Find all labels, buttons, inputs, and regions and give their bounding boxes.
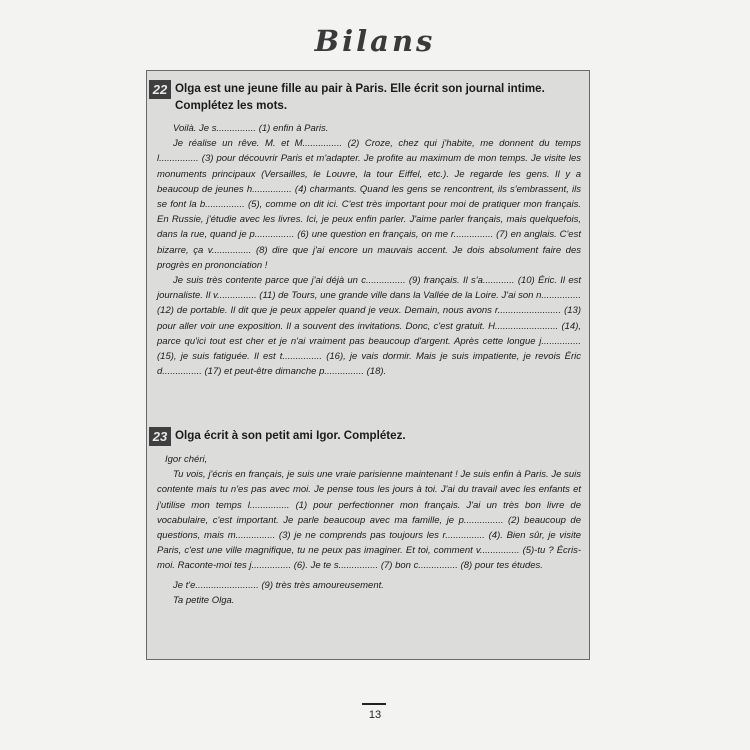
exercise-22-instruction: Olga est une jeune fille au pair à Paris. Elle écrit son journal intime. Complétez les mots. bbox=[175, 82, 545, 112]
footer-rule bbox=[362, 703, 386, 705]
letter-greeting: Igor chéri, bbox=[165, 454, 208, 465]
page-title: Bilans bbox=[314, 24, 436, 58]
exercise-23-instruction: Olga écrit à son petit ami Igor. Complétez. bbox=[175, 429, 406, 442]
exercise-23-body bbox=[147, 452, 589, 608]
exercise-22-header bbox=[147, 80, 589, 114]
exercise-23-header bbox=[147, 427, 589, 444]
exercise-panel bbox=[146, 70, 590, 660]
page-number: 13 bbox=[368, 709, 382, 721]
exercise-23-paragraph: Tu vois, j'écris en français, je suis une vraie parisienne maintenant ! Je suis enfin à Paris. Je suis contente mais tu n'es pas avec moi. Je pense tous les jours à toi. J'ai du travail avec les enfants et j'utilise mon temps l............... (1) pour perfectionner mon français. J'ai un très bon livre de vocabulaire, c'est important. Je parle beaucoup avec ma famille, je p............... (2) beaucoup de questions, mais m............... (3) je ne comprends pas toujours les r............... (4). Bien sûr, je visite Paris, c'est une ville magnifique, tu ne peux pas imaginer. Et toi, comment v............... (5)-tu ? Écris-moi. Raconte-moi tes j............... (6). Je te s............... (7) bon c............... (8) pour tes études. bbox=[157, 469, 581, 572]
exercise-22-paragraph: Je réalise un rêve. M. et M............... (2) Croze, chez qui j'habite, me donnent du temps l............... (3) pour découvrir Paris et m'adapter. Je profite au maximum de mon temps. Je visite les monuments principaux (Versailles, le Louvre, la tour Eiffel, etc.). Je regarde les gens. Il y a beaucoup de jeunes h............... (4) charmants. Quand les gens se rencontrent, ils s'embrassent, ils se font la b............... (5), comme on dit ici. C'est très important pour moi de pratiquer mon français. En Russie, j'étudie avec les livres. Ici, je peux enfin parler. J'aime parler français, mais quelquefois, dans la rue, quand je p............... (6) une question en français, on me r............... (7) en anglais. C'est bizarre, ça v............... (8) dire que j'ai encore un mauvais accent. Je dois absolument faire des progrès en prononciation ! bbox=[157, 138, 581, 271]
exercise-23 bbox=[147, 427, 589, 608]
exercise-22-body bbox=[147, 121, 589, 379]
letter-signoff: Ta petite Olga. bbox=[173, 594, 235, 606]
exercise-22-paragraph: Voilà. Je s............... (1) enfin à Paris. bbox=[173, 123, 329, 134]
exercise-22-number: 22 bbox=[149, 80, 171, 99]
exercise-23-paragraph: Je t'e........................ (9) très très amoureusement. bbox=[173, 579, 384, 591]
exercise-22 bbox=[147, 80, 589, 379]
exercise-22-paragraph: Je suis très contente parce que j'ai déjà un c............... (9) français. Il s'a............ (10) Éric. Il est journaliste. Il v............... (11) de Tours, une grande ville dans la Vallée de la Loire. J'ai son n............... (12) de portable. Il dit que je peux appeler quand je veux. Demain, nous avons r........................ (13) pour aller voir une exposition. Il a souvent des invitations. Donc, c'est gratuit. H........................ (14), parce qu'ici tout est cher et je n'ai vraiment pas beaucoup d'argent. Après cette longue j............... (15), je suis fatiguée. Il est t............... (16), je vais dormir. Mais je suis impatiente, je revois Éric d............... (17) et peut-être dimanche p............... (18). bbox=[157, 275, 581, 378]
exercise-23-number: 23 bbox=[149, 427, 171, 446]
